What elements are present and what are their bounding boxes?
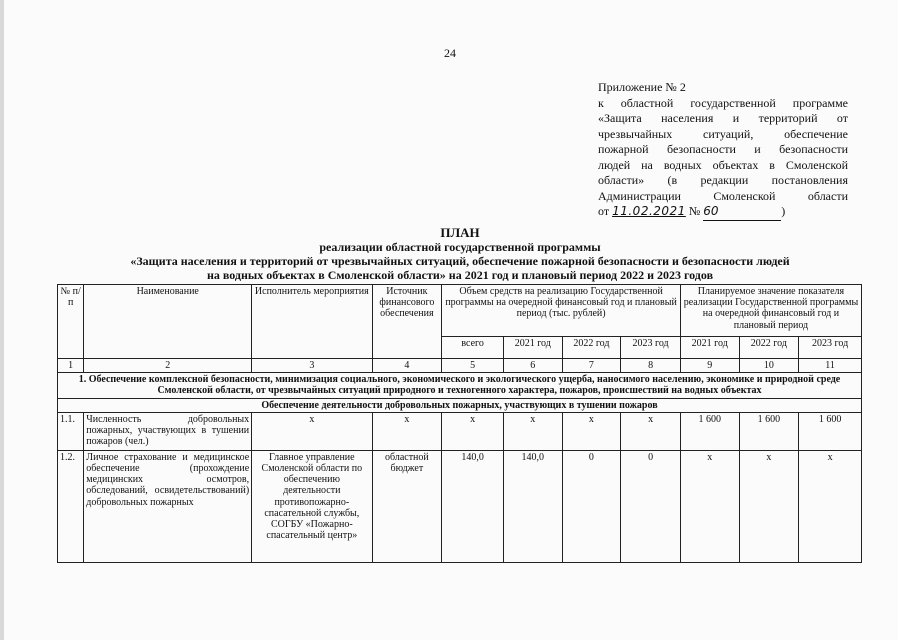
header-total: всего — [442, 337, 504, 359]
date-prefix: от — [598, 204, 610, 218]
handwritten-date: 11.02.2021 — [612, 204, 686, 218]
plan-title-line: реализации областной государственной программы — [319, 240, 601, 254]
closing-paren: ) — [781, 204, 786, 218]
column-number-row — [58, 359, 862, 373]
row-planned-2021: 1 600 — [680, 412, 739, 450]
column-number: 7 — [562, 359, 621, 373]
header-planned-2021: 2021 год — [680, 337, 739, 359]
row-total: 140,0 — [442, 450, 504, 562]
table-row — [58, 412, 862, 450]
column-number: 11 — [799, 359, 862, 373]
number-prefix: № — [688, 204, 701, 218]
row-num: 1.1. — [58, 412, 84, 450]
column-number: 3 — [252, 359, 372, 373]
column-number: 2 — [84, 359, 252, 373]
header-name: Наименование — [84, 285, 252, 359]
column-number: 8 — [621, 359, 681, 373]
appendix-block — [598, 80, 848, 221]
plan-title-line: на водных объектах в Смоленской области» на 2021 год и плановый период 2022 и 2023 годов — [206, 268, 714, 282]
section-title: 1. Обеспечение комплексной безопасности, минимизация социального, экономического и экологического ущерба, наносимого населению, экономике и природной среде Смоленской области, от чрезвычайных ситуаций природного и техногенного характера, пожаров, происшествий на водных объектах — [58, 373, 862, 398]
row-planned-2023: 1 600 — [799, 412, 862, 450]
column-number: 4 — [372, 359, 442, 373]
column-number: 6 — [503, 359, 562, 373]
column-number: 1 — [58, 359, 84, 373]
column-number: 5 — [442, 359, 504, 373]
row-2022: 0 — [562, 450, 621, 562]
row-planned-2021: х — [680, 450, 739, 562]
row-num: 1.2. — [58, 450, 84, 562]
appendix-date-line — [598, 204, 848, 221]
header-2023: 2023 год — [621, 337, 681, 359]
appendix-line: области» (в редакции постановления — [598, 173, 848, 187]
row-2021: х — [503, 412, 562, 450]
row-2023: 0 — [621, 450, 681, 562]
plan-table — [57, 284, 862, 563]
subsection-row — [58, 398, 862, 412]
row-name: Личное страхование и медицинское обеспечение (прохождение медицинских осмотров, обследований, освидетельствований) добровольных пожарных — [84, 450, 252, 562]
header-executor: Исполнитель мероприятия — [252, 285, 372, 359]
row-planned-2022: 1 600 — [739, 412, 799, 450]
header-planned-2022: 2022 год — [739, 337, 799, 359]
row-total: х — [442, 412, 504, 450]
column-number: 9 — [680, 359, 739, 373]
header-source: Источник финансового обеспечения — [372, 285, 442, 359]
header-2021: 2021 год — [503, 337, 562, 359]
header-volume: Объем средств на реализацию Государственной программы на очередной финансовый год и плановый период (тыс. рублей) — [442, 285, 681, 337]
column-number: 10 — [739, 359, 799, 373]
page-edge — [0, 0, 4, 640]
table-header-row — [58, 285, 862, 337]
header-planned: Планируемое значение показателя реализации Государственной программы на очередной финансовый год и плановый период — [680, 285, 861, 337]
table-row — [58, 450, 862, 562]
row-2023: х — [621, 412, 681, 450]
row-planned-2023: х — [799, 450, 862, 562]
appendix-line: Приложение № 2 — [598, 80, 686, 94]
page-number: 24 — [444, 46, 456, 60]
handwritten-number: 60 — [703, 204, 781, 221]
plan-title-line: «Защита населения и территорий от чрезвычайных ситуаций, обеспечение пожарной безопасности и безопасности людей — [130, 254, 790, 268]
row-2021: 140,0 — [503, 450, 562, 562]
appendix-line: к областной государственной программе — [598, 95, 848, 110]
plan-heading: ПЛАН — [440, 225, 480, 240]
row-planned-2022: х — [739, 450, 799, 562]
row-executor: Главное управление Смоленской области по обеспечению деятельности противопожарно-спасательной службы, СОГБУ «Пожарно-спасательный центр» — [252, 450, 372, 562]
row-source: х — [372, 412, 442, 450]
header-planned-2023: 2023 год — [799, 337, 862, 359]
row-2022: х — [562, 412, 621, 450]
appendix-line: людей на водных объектах в Смоленской — [598, 157, 848, 172]
row-source: областной бюджет — [372, 450, 442, 562]
appendix-line: пожарной безопасности и безопасности — [598, 142, 848, 156]
row-executor: х — [252, 412, 372, 450]
appendix-line: чрезвычайных ситуаций, обеспечение — [598, 126, 848, 141]
appendix-line: Администрации Смоленской области — [598, 188, 848, 203]
subsection-title: Обеспечение деятельности добровольных пожарных, участвующих в тушении пожаров — [58, 398, 862, 412]
appendix-line: «Защита населения и территорий от — [598, 111, 848, 125]
header-2022: 2022 год — [562, 337, 621, 359]
row-name: Численность добровольных пожарных, участвующих в тушении пожаров (чел.) — [84, 412, 252, 450]
section-row — [58, 373, 862, 398]
header-num: № п/п — [58, 285, 84, 359]
plan-title — [60, 226, 860, 282]
